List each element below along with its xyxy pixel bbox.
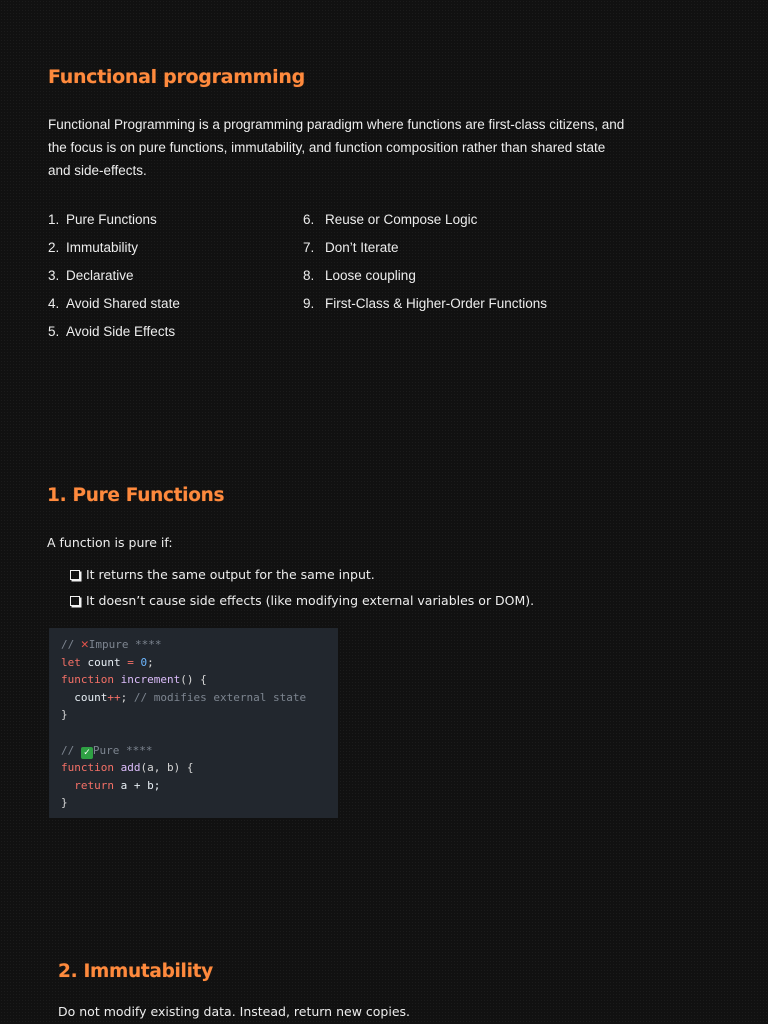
checklist-text: It doesn’t cause side effects (like modifying external variables or DOM). (86, 593, 535, 608)
code-operator: = (120, 655, 141, 669)
toc-list-right (303, 212, 547, 324)
toc-list-left (48, 212, 180, 352)
code-variable: count (74, 690, 108, 704)
toc-number: 8. (303, 268, 315, 283)
toc-number: 1. (48, 212, 60, 227)
toc-number: 7. (303, 240, 315, 255)
toc-label: Reuse or Compose Logic (325, 212, 478, 227)
code-block (49, 628, 338, 818)
pure-checklist (70, 562, 534, 614)
code-comment: Impure **** (88, 638, 162, 651)
toc-label: Declarative (66, 268, 134, 283)
code-keyword: return (74, 778, 114, 792)
check-mark-icon: ✓ (81, 747, 93, 759)
code-keyword: let (61, 655, 81, 669)
toc-item (48, 296, 180, 324)
checklist-item (70, 562, 534, 588)
cross-mark-icon: ✕ (80, 637, 89, 652)
code-variable: count (87, 655, 121, 669)
checklist-item (70, 588, 534, 614)
code-keyword: function (61, 761, 114, 775)
toc-item (303, 268, 547, 296)
toc-number: 6. (303, 212, 315, 227)
toc-number: 9. (303, 296, 315, 311)
code-function-name: add (120, 761, 141, 775)
toc-label: Pure Functions (66, 212, 157, 227)
toc-item (48, 268, 180, 296)
code-comment: // modifies external state (133, 690, 307, 704)
code-keyword: function (61, 673, 114, 687)
toc-item (303, 296, 547, 324)
toc-label: Avoid Side Effects (66, 324, 176, 339)
intro-paragraph: Functional Programming is a programming paradigm where functions are first-class citizens, and the focus is on pure functions, immutability, and function composition rather than shared state and side-effects. (48, 117, 625, 178)
section-heading-pure-functions: 1. Pure Functions (47, 485, 225, 506)
toc-label: Immutability (66, 240, 139, 255)
code-expression: a + b; (120, 778, 161, 792)
code-punct: } (61, 796, 68, 810)
code-punct: ; (120, 690, 128, 704)
section-heading-immutability: 2. Immutability (58, 961, 213, 982)
page-title: Functional programming (48, 66, 305, 88)
code-operator: ++ (107, 690, 121, 704)
checklist-text: It returns the same output for the same input. (86, 567, 375, 582)
toc-number: 2. (48, 240, 60, 255)
code-comment: // (61, 743, 81, 757)
toc-number: 3. (48, 268, 60, 283)
code-punct: ; (147, 655, 154, 669)
toc-item (48, 240, 180, 268)
code-punct: (a, b) { (140, 761, 194, 775)
code-punct: } (61, 708, 68, 722)
code-function-name: increment (120, 673, 181, 687)
toc-item (303, 240, 547, 268)
pure-intro-text: A function is pure if: (47, 535, 173, 550)
toc-number: 4. (48, 296, 60, 311)
toc-item (48, 324, 180, 352)
toc-label: First-Class & Higher-Order Functions (325, 296, 548, 311)
toc-item (303, 212, 547, 240)
code-comment: Pure **** (92, 743, 153, 757)
immutability-text: Do not modify existing data. Instead, return new copies. (58, 1004, 410, 1019)
checkbox-bullet-icon (70, 596, 80, 606)
code-number: 0 (140, 655, 148, 669)
code-comment: // (61, 638, 81, 651)
toc-label: Avoid Shared state (66, 296, 180, 311)
toc-item (48, 212, 180, 240)
toc-label: Loose coupling (325, 268, 416, 283)
checkbox-bullet-icon (70, 570, 80, 580)
toc-label: Don’t Iterate (325, 240, 399, 255)
toc-number: 5. (48, 324, 60, 339)
code-punct: () { (180, 673, 207, 687)
